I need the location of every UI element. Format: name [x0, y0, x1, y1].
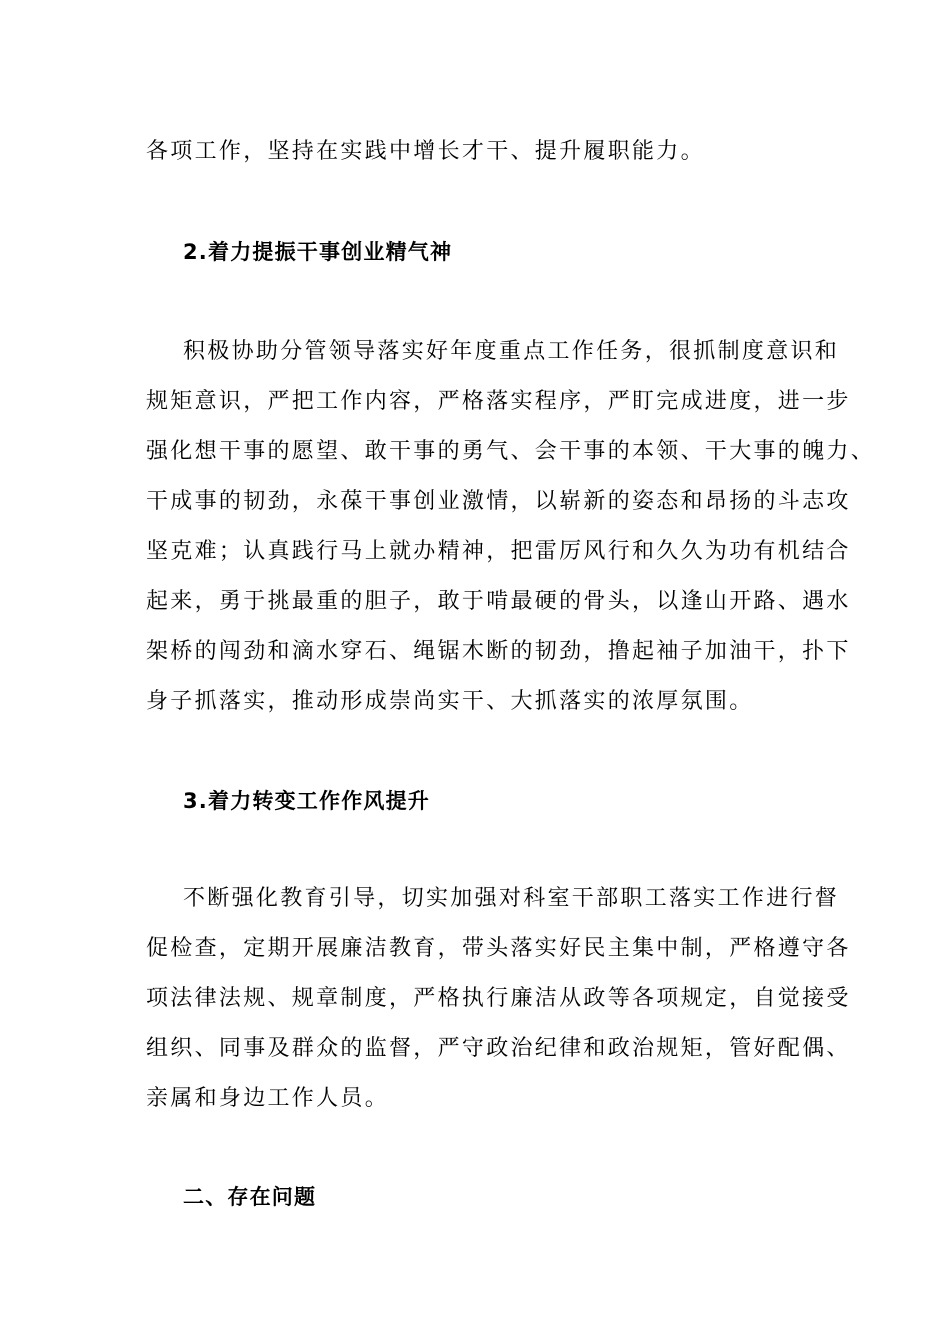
paragraph-line: 促检查，定期开展廉洁教育，带头落实好民主集中制，严格遵守各	[146, 936, 851, 961]
paragraph-line: 起来，勇于挑最重的胆子，敢于啃最硬的骨头，以逢山开路、遇水	[146, 589, 851, 614]
paragraph-line: 坚克难；认真践行马上就办精神，把雷厉风行和久久为功有机结合	[146, 539, 851, 564]
paragraph-line: 亲属和身边工作人员。	[146, 1086, 390, 1111]
section-heading: 3.着力转变工作作风提升	[183, 789, 430, 813]
paragraph-line: 强化想干事的愿望、敢干事的勇气、会干事的本领、干大事的魄力、	[146, 439, 876, 464]
paragraph-line: 架桥的闯劲和滴水穿石、绳锯木断的韧劲，撸起袖子加油干，扑下	[146, 639, 851, 664]
paragraph-line: 项法律法规、规章制度，严格执行廉洁从政等各项规定，自觉接受	[146, 986, 851, 1011]
paragraph-line: 积极协助分管领导落实好年度重点工作任务，很抓制度意识和	[183, 339, 840, 364]
paragraph-line: 不断强化教育引导，切实加强对科室干部职工落实工作进行督	[183, 886, 840, 911]
paragraph-line: 各项工作，坚持在实践中增长才干、提升履职能力。	[146, 139, 705, 164]
paragraph-line: 身子抓落实，推动形成崇尚实干、大抓落实的浓厚氛围。	[146, 689, 754, 714]
paragraph-line: 组织、同事及群众的监督，严守政治纪律和政治规矩，管好配偶、	[146, 1036, 851, 1061]
paragraph-line: 干成事的韧劲，永葆干事创业激情，以崭新的姿态和昂扬的斗志攻	[146, 489, 851, 514]
paragraph-line: 规矩意识，严把工作内容，严格落实程序，严盯完成进度，进一步	[146, 389, 851, 414]
section-heading: 2.着力提振干事创业精气神	[183, 240, 453, 264]
chapter-heading: 二、存在问题	[183, 1185, 317, 1209]
